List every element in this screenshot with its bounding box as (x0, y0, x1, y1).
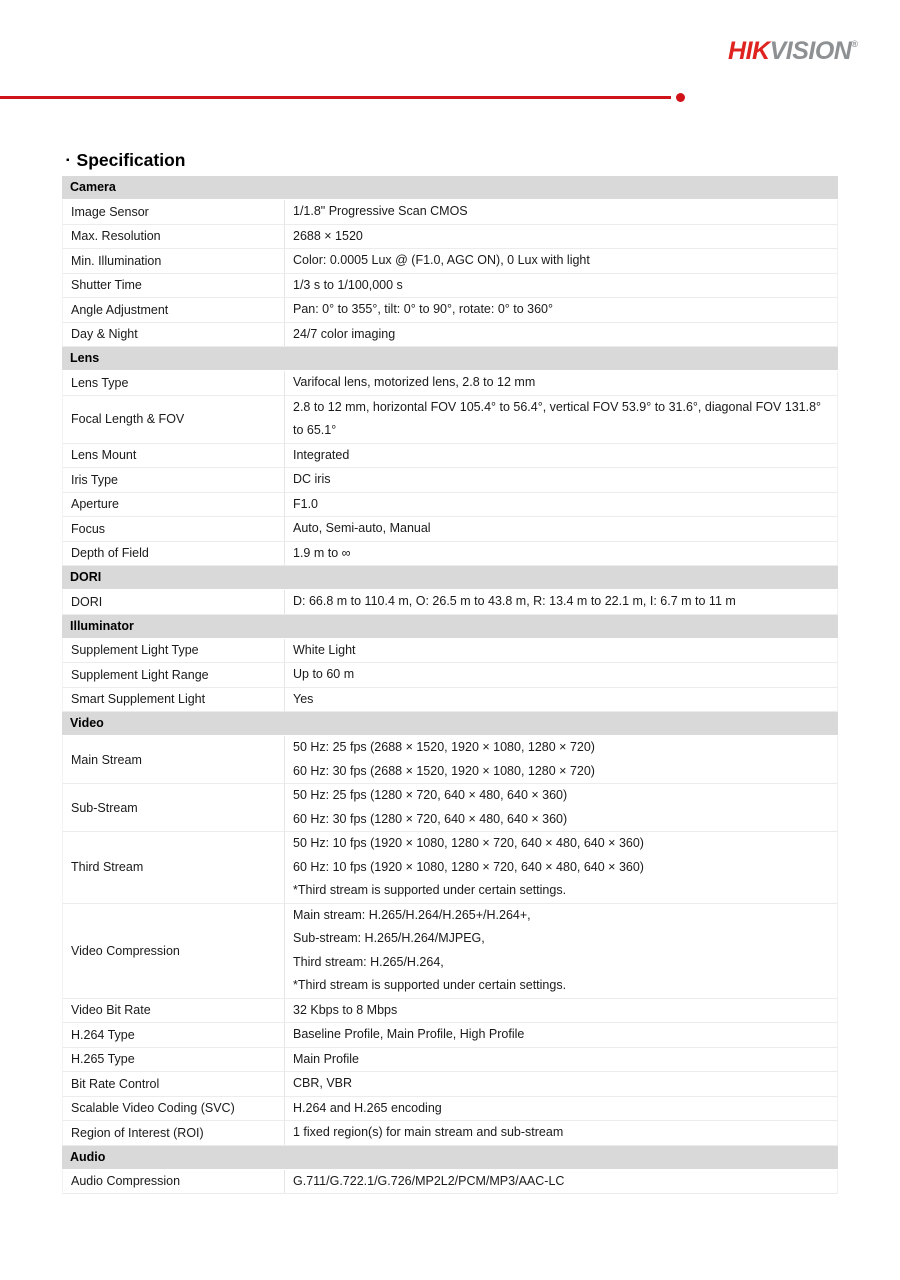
spec-label: Max. Resolution (63, 225, 285, 249)
spec-label: Video Compression (63, 904, 285, 998)
spec-value (285, 1072, 837, 1096)
spec-row (62, 200, 838, 225)
spec-value (285, 688, 837, 712)
spec-value-line: D: 66.8 m to 110.4 m, O: 26.5 m to 43.8 m, R: 13.4 m to 22.1 m, I: 6.7 m to 11 m (293, 594, 736, 608)
spec-value-line: CBR, VBR (293, 1076, 353, 1090)
spec-value-line: 50 Hz: 10 fps (1920 × 1080, 1280 × 720, 640 × 480, 640 × 360) (293, 836, 644, 850)
spec-label: Supplement Light Range (63, 663, 285, 687)
spec-row (62, 1121, 838, 1146)
spec-value (285, 249, 837, 273)
spec-row (62, 832, 838, 904)
spec-value (285, 1170, 837, 1194)
spec-value-line: 1 fixed region(s) for main stream and sub-stream (293, 1125, 564, 1139)
spec-label: Focal Length & FOV (63, 396, 285, 443)
spec-row (62, 639, 838, 664)
spec-value-line: DC iris (293, 472, 331, 486)
spec-label: Third Stream (63, 832, 285, 903)
section-header-audio: Audio (62, 1146, 838, 1169)
spec-value (285, 784, 837, 831)
spec-value-line: 32 Kbps to 8 Mbps (293, 1002, 398, 1017)
spec-value-line: 1/3 s to 1/100,000 s (293, 277, 403, 292)
spec-value-line: Main Profile (293, 1051, 359, 1066)
spec-row (62, 468, 838, 493)
spec-label: Supplement Light Type (63, 639, 285, 663)
spec-label: Image Sensor (63, 200, 285, 224)
spec-value-line: Up to 60 m (293, 667, 355, 681)
spec-value-line: Auto, Semi-auto, Manual (293, 521, 431, 535)
spec-row (62, 371, 838, 396)
section-header-illuminator: Illuminator (62, 615, 838, 638)
spec-label: Min. Illumination (63, 249, 285, 273)
spec-value (285, 639, 837, 663)
spec-row (62, 323, 838, 348)
spec-row (62, 999, 838, 1024)
spec-row (62, 590, 838, 615)
spec-value (285, 396, 837, 443)
spec-value (285, 493, 837, 517)
spec-label: Depth of Field (63, 542, 285, 566)
spec-value-line: White Light (293, 642, 356, 657)
spec-row (62, 736, 838, 784)
spec-label: Focus (63, 517, 285, 541)
spec-label: Aperture (63, 493, 285, 517)
spec-row (62, 517, 838, 542)
spec-value-line: Third stream: H.265/H.264, (293, 954, 444, 969)
spec-value-line: 24/7 color imaging (293, 326, 396, 341)
spec-value-line: 60 Hz: 30 fps (2688 × 1520, 1920 × 1080, 1280 × 720) (293, 763, 595, 778)
spec-label: Region of Interest (ROI) (63, 1121, 285, 1145)
spec-value (285, 200, 837, 224)
spec-value (285, 1023, 837, 1047)
spec-value-line: 50 Hz: 25 fps (2688 × 1520, 1920 × 1080, 1280 × 720) (293, 740, 595, 754)
spec-value (285, 1048, 837, 1072)
spec-value (285, 832, 837, 903)
spec-label: Lens Mount (63, 444, 285, 468)
spec-value (285, 274, 837, 298)
registered-trademark-icon: ® (851, 39, 858, 49)
spec-value-line: 2688 × 1520 (293, 228, 363, 243)
spec-value-line: G.711/G.722.1/G.726/MP2L2/PCM/MP3/AAC-LC (293, 1173, 565, 1188)
spec-value-line: Main stream: H.265/H.264/H.265+/H.264+, (293, 907, 531, 922)
spec-value (285, 736, 837, 783)
spec-value-line: Color: 0.0005 Lux @ (F1.0, AGC ON), 0 Lux with light (293, 253, 590, 267)
spec-value (285, 1097, 837, 1121)
spec-label: DORI (63, 590, 285, 614)
spec-value (285, 225, 837, 249)
spec-row (62, 493, 838, 518)
spec-value-line: Pan: 0° to 355°, tilt: 0° to 90°, rotate: 0° to 360° (293, 302, 554, 316)
spec-value (285, 1121, 837, 1145)
spec-label: H.265 Type (63, 1048, 285, 1072)
spec-row (62, 1170, 838, 1195)
logo-hik-text: HIK (728, 37, 770, 65)
spec-value-line: Varifocal lens, motorized lens, 2.8 to 12 mm (293, 375, 536, 389)
spec-row (62, 1072, 838, 1097)
spec-value (285, 323, 837, 347)
spec-row (62, 542, 838, 567)
spec-value-line: Sub-stream: H.265/H.264/MJPEG, (293, 931, 485, 945)
spec-row (62, 298, 838, 323)
spec-row (62, 225, 838, 250)
spec-label: Video Bit Rate (63, 999, 285, 1023)
spec-value (285, 904, 837, 998)
section-header-lens: Lens (62, 347, 838, 370)
spec-value-line: 60 Hz: 30 fps (1280 × 720, 640 × 480, 640 × 360) (293, 811, 568, 826)
page-title-text: Specification (76, 150, 186, 170)
spec-value-line: 1.9 m to ∞ (293, 545, 351, 560)
spec-row (62, 274, 838, 299)
page-title (66, 150, 185, 171)
spec-value-line: Yes (293, 691, 314, 706)
spec-label: Audio Compression (63, 1170, 285, 1194)
spec-label: Shutter Time (63, 274, 285, 298)
section-header-dori: DORI (62, 566, 838, 589)
spec-label: Scalable Video Coding (SVC) (63, 1097, 285, 1121)
spec-row (62, 249, 838, 274)
spec-value-line: Integrated (293, 447, 350, 462)
spec-row (62, 1023, 838, 1048)
spec-value (285, 371, 837, 395)
spec-label: Angle Adjustment (63, 298, 285, 322)
spec-row (62, 1097, 838, 1122)
spec-label: Iris Type (63, 468, 285, 492)
spec-label: Bit Rate Control (63, 1072, 285, 1096)
spec-value-line: 2.8 to 12 mm, horizontal FOV 105.4° to 56.4°, vertical FOV 53.9° to 31.6°, diagonal FOV 131.8° to 65.1° (293, 399, 822, 437)
title-bullet-icon: ▪ (66, 155, 70, 166)
spec-label: Smart Supplement Light (63, 688, 285, 712)
spec-value-line: 50 Hz: 25 fps (1280 × 720, 640 × 480, 640 × 360) (293, 788, 568, 802)
spec-row (62, 396, 838, 444)
spec-value (285, 590, 837, 614)
spec-label: Lens Type (63, 371, 285, 395)
spec-row (62, 663, 838, 688)
spec-value-line: 1/1.8" Progressive Scan CMOS (293, 204, 468, 218)
logo-vision-text: VISION (769, 37, 852, 65)
spec-label: Day & Night (63, 323, 285, 347)
spec-row (62, 444, 838, 469)
section-header-camera: Camera (62, 176, 838, 199)
header-divider-dot-icon (676, 93, 685, 102)
spec-value (285, 999, 837, 1023)
spec-value (285, 663, 837, 687)
spec-value (285, 298, 837, 322)
specification-table (62, 176, 838, 1194)
spec-value-line: Baseline Profile, Main Profile, High Profile (293, 1027, 525, 1041)
spec-row (62, 904, 838, 999)
spec-value-line: 60 Hz: 10 fps (1920 × 1080, 1280 × 720, 640 × 480, 640 × 360) (293, 859, 644, 874)
spec-value (285, 542, 837, 566)
spec-value (285, 517, 837, 541)
spec-value-line: *Third stream is supported under certain settings. (293, 883, 567, 897)
spec-value-line: H.264 and H.265 encoding (293, 1100, 442, 1115)
spec-label: H.264 Type (63, 1023, 285, 1047)
spec-label: Sub-Stream (63, 784, 285, 831)
spec-value-line: *Third stream is supported under certain settings. (293, 978, 567, 992)
header-divider-line (0, 96, 671, 99)
spec-label: Main Stream (63, 736, 285, 783)
section-header-video: Video (62, 712, 838, 735)
hikvision-logo (728, 37, 858, 66)
spec-row (62, 688, 838, 713)
spec-value (285, 444, 837, 468)
spec-row (62, 1048, 838, 1073)
spec-row (62, 784, 838, 832)
spec-value-line: F1.0 (293, 496, 319, 511)
spec-value (285, 468, 837, 492)
